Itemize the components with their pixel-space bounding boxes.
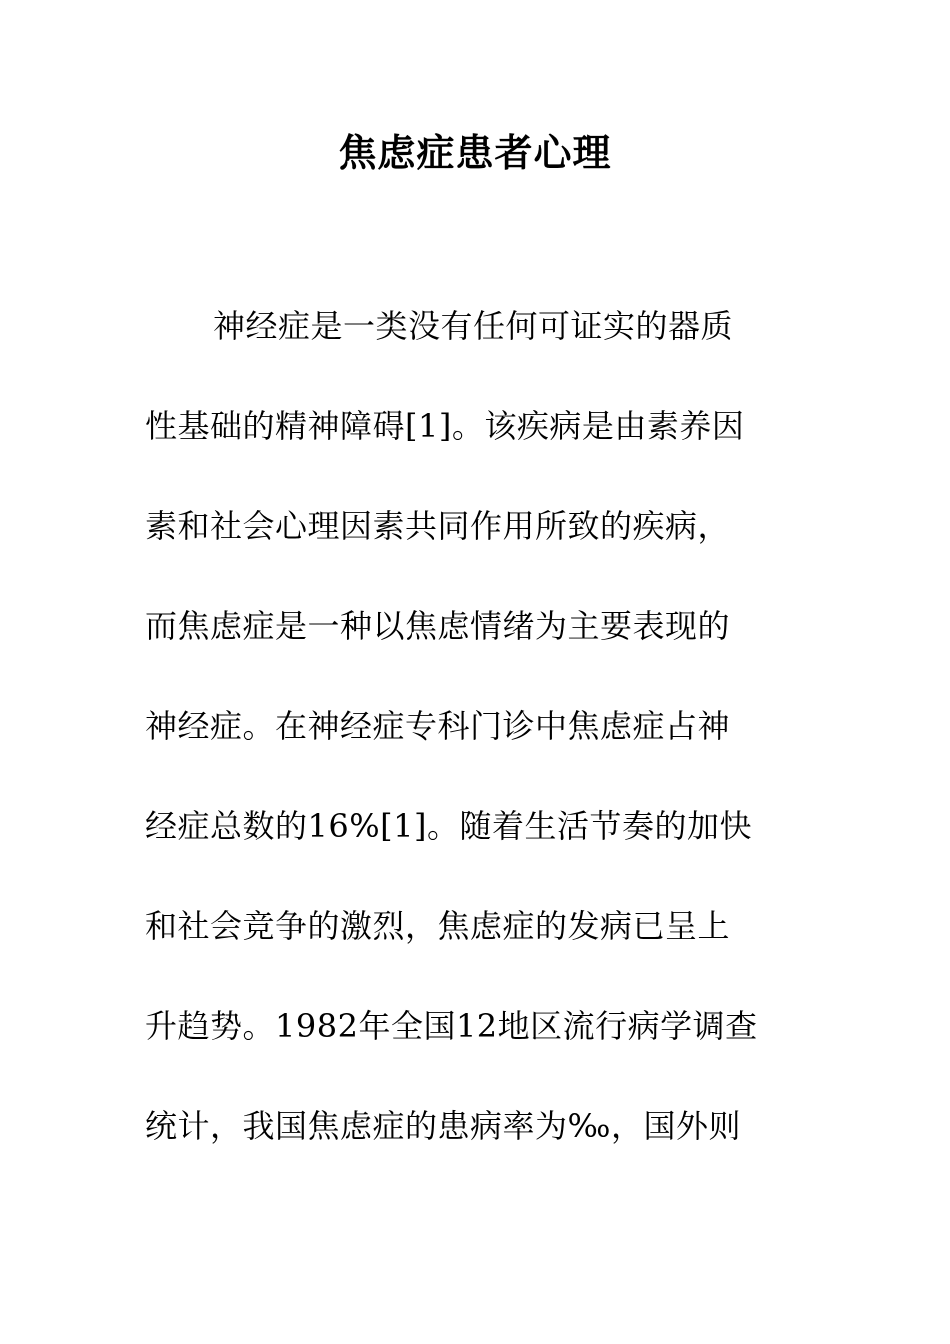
paragraph-line: 性基础的精神障碍[1]。该疾病是由素养因 <box>145 407 745 445</box>
paragraph-line: 神经症是一类没有任何可证实的器质 <box>213 307 734 345</box>
paragraph-line: 升趋势。1982年全国12地区流行病学调查 <box>145 1007 758 1045</box>
paragraph-line: 神经症。在神经症专科门诊中焦虑症占神 <box>145 707 731 745</box>
paragraph-line: 素和社会心理因素共同作用所致的疾病， <box>145 507 731 545</box>
paragraph-line: 经症总数的16%[1]。随着生活节奏的加快 <box>145 807 752 845</box>
paragraph-line: 统计，我国焦虑症的患病率为‰，国外则 <box>145 1107 741 1145</box>
body-paragraph <box>145 301 825 1201</box>
paragraph-line: 而焦虑症是一种以焦虑情绪为主要表现的 <box>145 607 731 645</box>
paragraph-line: 和社会竞争的激烈，焦虑症的发病已呈上 <box>145 907 731 945</box>
document-title: 焦虑症患者心理 <box>338 130 612 175</box>
